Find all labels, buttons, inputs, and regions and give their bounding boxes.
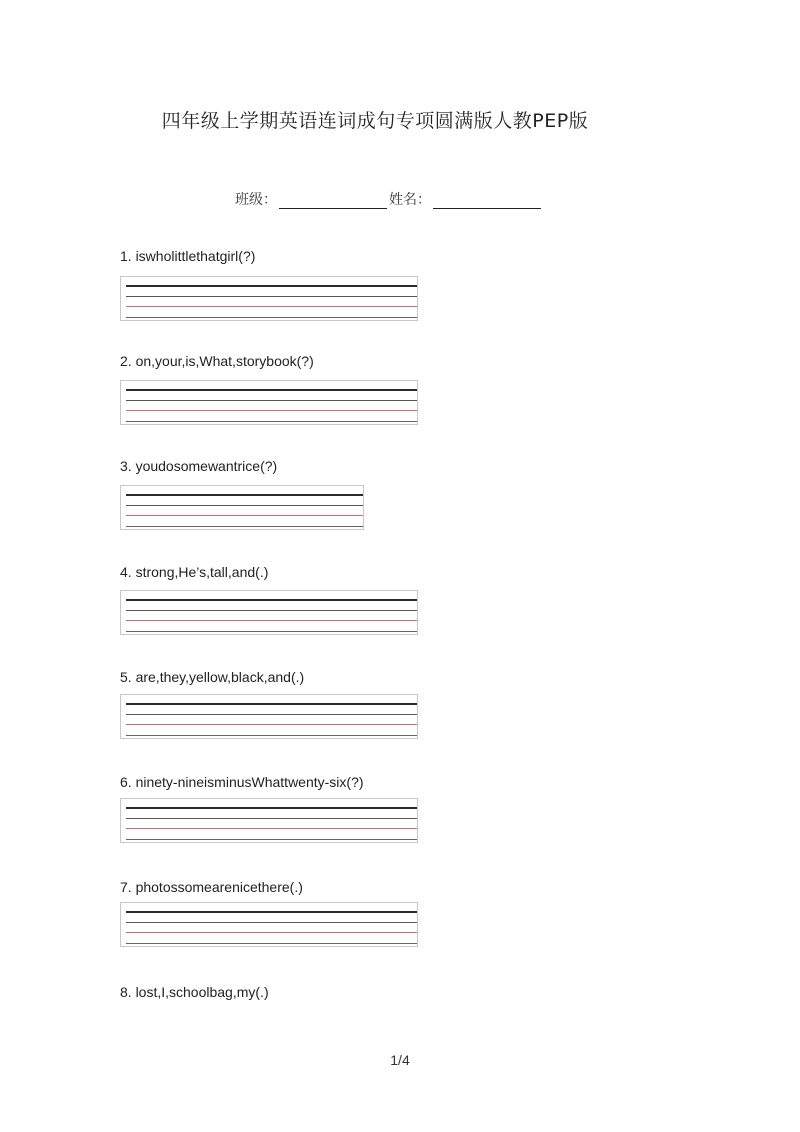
question-2-label: 2. on,your,is,What,storybook(?) bbox=[120, 353, 314, 369]
page-number: 1/4 bbox=[390, 1052, 410, 1068]
answer-lines-7[interactable] bbox=[120, 902, 418, 947]
question-8-label: 8. lost,I,schoolbag,my(.) bbox=[120, 984, 269, 1000]
answer-lines-2[interactable] bbox=[120, 380, 418, 425]
answer-lines-1[interactable] bbox=[120, 276, 418, 321]
question-4-label: 4. strong,He’s,tall,and(.) bbox=[120, 564, 269, 580]
answer-lines-4[interactable] bbox=[120, 590, 418, 635]
name-blank[interactable] bbox=[433, 193, 541, 209]
question-6-label: 6. ninety-nineisminusWhattwenty-six(?) bbox=[120, 774, 364, 790]
class-label: 班级： bbox=[235, 192, 277, 208]
name-label: 姓名： bbox=[389, 192, 431, 208]
answer-lines-5[interactable] bbox=[120, 694, 418, 739]
question-1-label: 1. iswholittlethatgirl(?) bbox=[120, 248, 256, 264]
answer-lines-3[interactable] bbox=[120, 485, 364, 530]
class-blank[interactable] bbox=[279, 193, 387, 209]
question-3-label: 3. youdosomewantrice(?) bbox=[120, 458, 278, 474]
question-5-label: 5. are,they,yellow,black,and(.) bbox=[120, 669, 305, 685]
answer-lines-6[interactable] bbox=[120, 798, 418, 843]
page-title: 四年级上学期英语连词成句专项圆满版人教PEP版 bbox=[161, 110, 589, 132]
question-7-label: 7. photossomearenicethere(.) bbox=[120, 879, 303, 895]
student-info bbox=[235, 189, 543, 209]
